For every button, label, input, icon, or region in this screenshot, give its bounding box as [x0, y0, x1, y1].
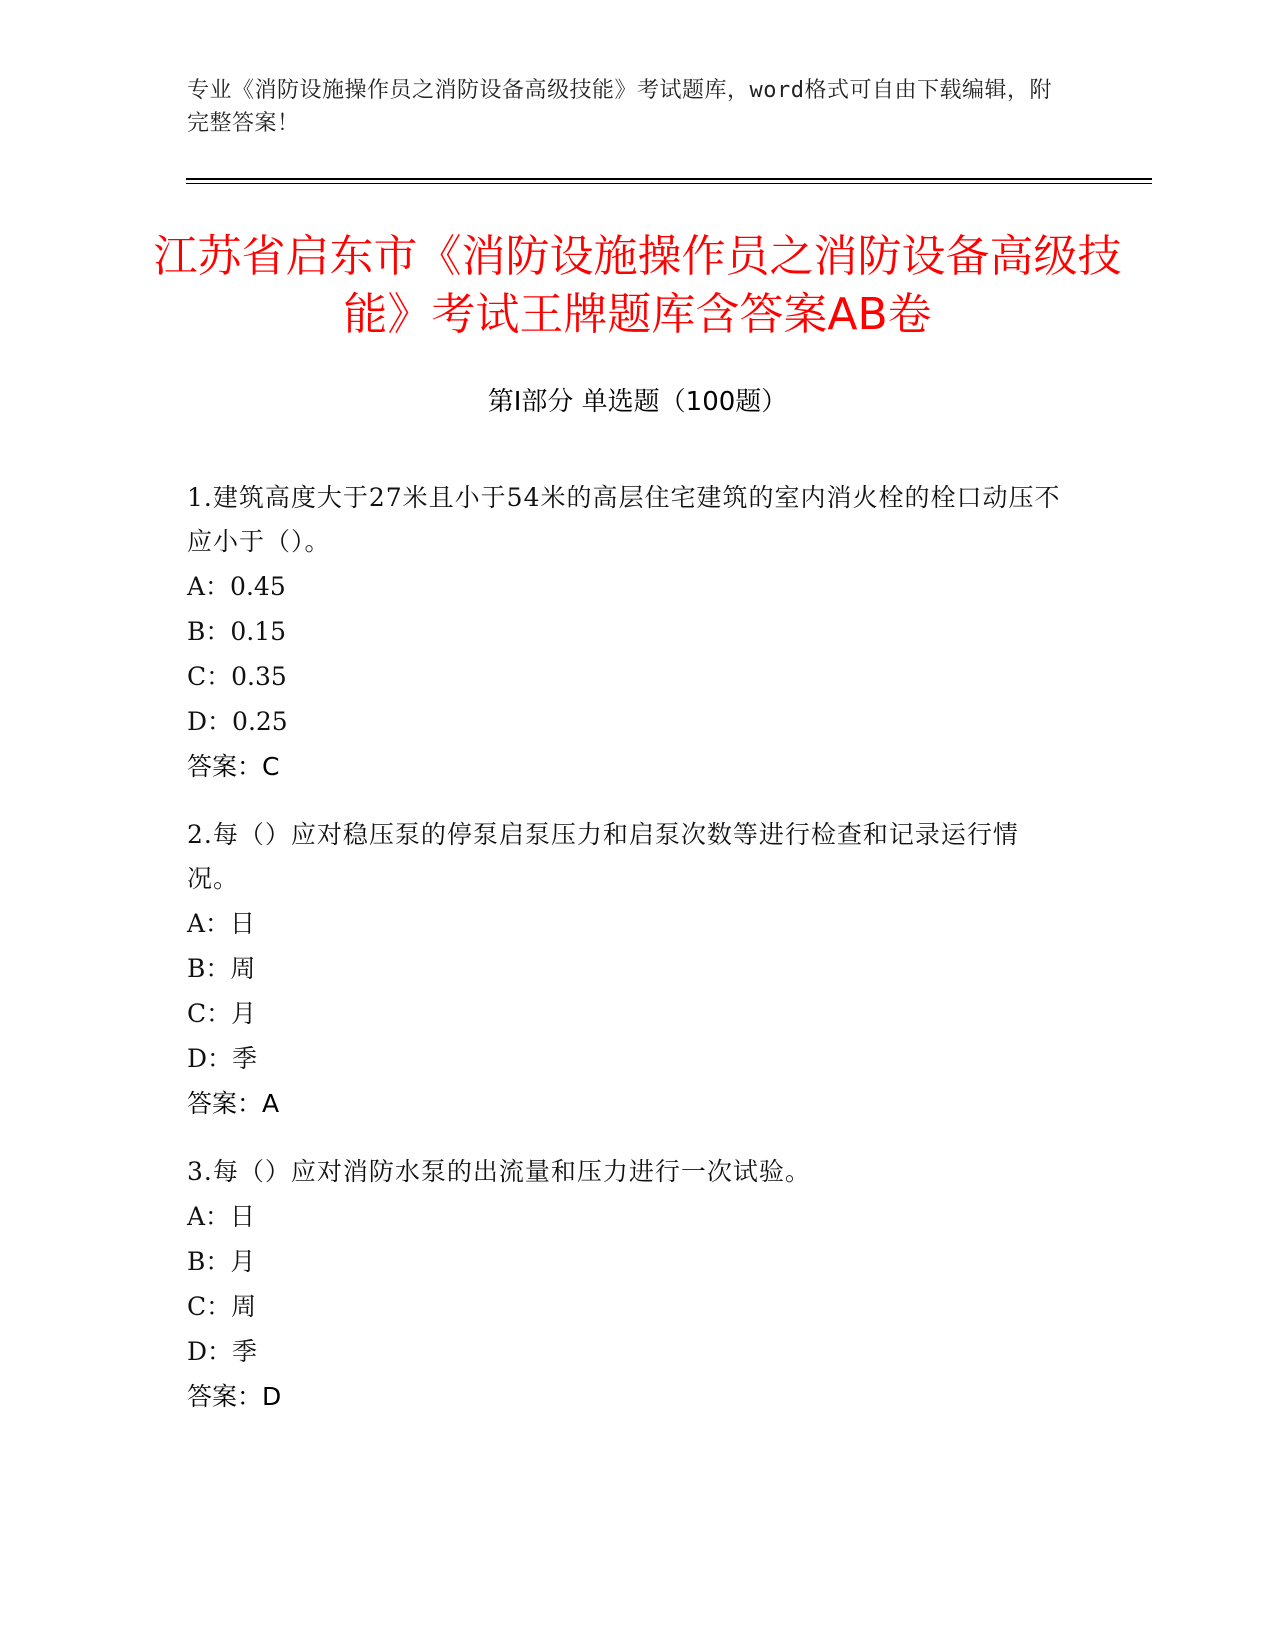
question-item — [187, 813, 1067, 1126]
option-d: D：季 — [187, 1337, 258, 1366]
question-list — [187, 476, 1067, 1443]
option-a: A：日 — [187, 909, 256, 938]
question-stem: 1.建筑高度大于27米且小于54米的高层住宅建筑的室内消火栓的栓口动压不应小于（）。 — [187, 483, 1061, 556]
header-note: 专业《消防设施操作员之消防设备高级技能》考试题库，word格式可自由下载编辑，附完整答案！ — [187, 78, 1052, 136]
header-divider — [186, 178, 1152, 180]
answer-line: 答案：C — [187, 752, 280, 781]
option-b: B：周 — [187, 954, 256, 983]
question-stem: 3.每（）应对消防水泵的出流量和压力进行一次试验。 — [187, 1157, 811, 1186]
option-d: D：0.25 — [187, 707, 288, 736]
option-a: A：日 — [187, 1202, 256, 1231]
option-c: C：月 — [187, 999, 257, 1028]
question-item — [187, 1150, 1067, 1419]
answer-line: 答案：A — [187, 1089, 280, 1118]
option-c: C：0.35 — [187, 662, 287, 691]
question-item — [187, 476, 1067, 789]
option-d: D：季 — [187, 1044, 258, 1073]
option-c: C：周 — [187, 1292, 257, 1321]
option-a: A：0.45 — [187, 572, 286, 601]
option-b: B：0.15 — [187, 617, 287, 646]
answer-line: 答案：D — [187, 1382, 282, 1411]
question-stem: 2.每（）应对稳压泵的停泵启泵压力和启泵次数等进行检查和记录运行情况。 — [187, 820, 1019, 893]
document-title: 江苏省启东市《消防设施操作员之消防设备高级技能》考试王牌题库含答案AB卷 — [153, 231, 1122, 340]
option-b: B：月 — [187, 1247, 256, 1276]
section-heading: 第Ⅰ部分 单选题（100题） — [487, 387, 788, 417]
header-divider-thin — [186, 183, 1152, 184]
